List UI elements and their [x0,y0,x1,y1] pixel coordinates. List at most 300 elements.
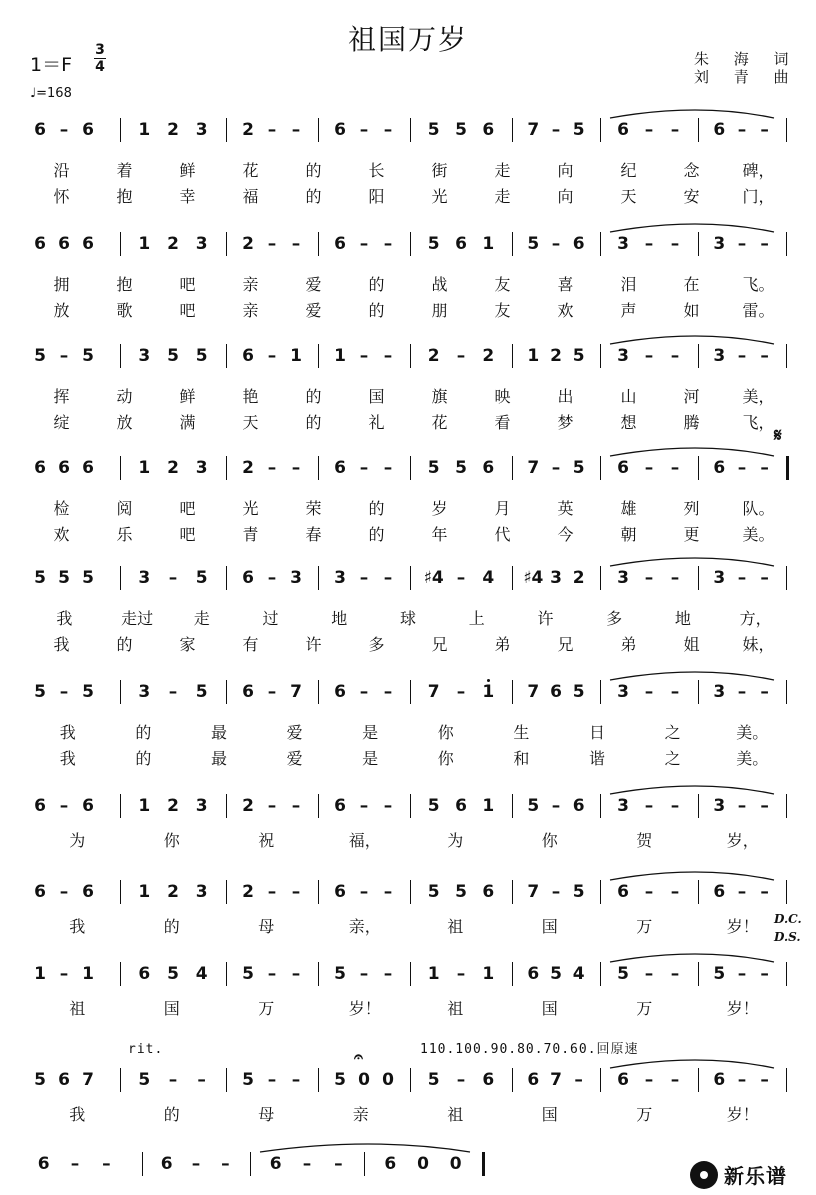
barline [410,232,411,256]
note: 6 [37,1154,50,1174]
lyric-word: 拥 [53,275,70,294]
note: 3 [617,346,629,366]
note: 3 [195,458,208,478]
note: – [737,964,747,984]
lyric-word: 放 [53,301,70,320]
barline [250,1152,251,1176]
lyric-word: 你 [437,723,454,742]
lyric-word: 爱 [305,301,322,320]
lyric-word: 的 [163,1105,180,1124]
lyric-word: 美。 [736,749,769,768]
lyric-word: 贺 [636,831,653,850]
note: 5 [427,1070,440,1090]
lyric-word: 岁！ [348,999,381,1018]
note: 1 [34,964,46,984]
lyric-word: 满 [179,413,196,432]
lyric-word: 走 [494,187,511,206]
note: 3 [713,568,726,588]
lyric-word: 之 [664,723,681,742]
note: – [291,882,301,902]
barline [120,880,121,904]
lyric-word: 地 [674,609,691,628]
note: 3 [195,796,208,816]
note: – [760,1070,769,1090]
lyric-word: 的 [305,387,322,406]
lyric-word: 母 [258,917,275,936]
slur [610,954,774,962]
slur [610,786,774,794]
tempo-change-marking: 110.100.90.80.70.60.回原速 [420,1042,639,1057]
lyric-word: 出 [557,387,574,406]
note: – [644,964,654,984]
note: – [574,1070,583,1090]
lyric-word: 地 [331,609,348,628]
lyric-word: 你 [163,831,180,850]
note: 7 [82,1070,94,1090]
lyric-word: 的 [368,499,385,518]
note: 5 [34,1070,46,1090]
note: – [291,458,301,478]
lyric-word: 你 [437,749,454,768]
note: 6 [572,796,585,816]
slur [610,558,774,566]
barline [120,962,121,986]
note: 5 [195,682,208,702]
lyric-word: 亲 [242,275,259,294]
barline [318,566,319,590]
note: 6 [384,1154,397,1174]
lyric-word: 日 [588,723,605,742]
note: 6 [334,882,346,902]
lyric-word: 门， [742,187,775,206]
lyric-word: 绽 [53,413,70,432]
lyric-word: 岁， [726,831,759,850]
barline [410,456,411,480]
note: – [456,346,466,366]
dc-marking: D.C. [774,912,802,926]
lyric-word: 乐 [116,525,133,544]
note: – [168,1070,178,1090]
lyric-word: 腾 [683,413,700,432]
lyric-word: 的 [135,749,152,768]
site-logo [690,1160,787,1189]
barline [786,680,787,704]
lyric-word: 青 [242,525,259,544]
note: – [670,234,680,254]
note: 1 [482,964,495,984]
note: 3 [713,796,726,816]
lyric-word: 姐 [683,635,700,654]
note: 6 [617,882,629,902]
note: 5 [82,568,94,588]
lyric-word: 国 [541,999,558,1018]
lyric-word: 朋 [431,301,448,320]
barline [120,794,121,818]
barline [600,456,601,480]
barline [318,118,319,142]
slur [610,1060,774,1068]
barline [410,344,411,368]
lyric-word: 光 [431,187,448,206]
note: 1 [82,964,94,984]
barline [786,794,787,818]
note: 2 [167,882,179,902]
lyric-word: 春 [305,525,322,544]
note: 1 [138,120,151,140]
ds-marking: D.S. [774,930,801,944]
lyric-word: 之 [664,749,681,768]
note: – [359,568,369,588]
note: – [59,882,69,902]
composer-credit: 刘 青 曲 [694,68,799,86]
barline [226,344,227,368]
note: – [267,1070,277,1090]
barline [318,1068,319,1092]
lyric-word: 抱 [116,275,133,294]
lyric-word: 我 [59,749,76,768]
note: – [737,234,747,254]
note: 6 [713,882,726,902]
lyric-word: 月 [494,499,511,518]
lyric-word: 艳 [242,387,259,406]
note: – [737,882,747,902]
barline [698,344,699,368]
note: 1 [138,458,151,478]
note: – [267,120,277,140]
lyric-word: 歌 [116,301,133,320]
lyric-word: 的 [305,187,322,206]
note: 4 [482,568,495,588]
note: – [267,346,277,366]
note: 3 [617,796,629,816]
lyric-word: 吧 [179,525,196,544]
note: 6 [527,1070,540,1090]
note: – [760,234,769,254]
note: 7 [527,682,540,702]
note: – [359,796,369,816]
note: – [383,682,393,702]
note: 6 [34,796,46,816]
note: – [359,234,369,254]
lyric-word: 最 [210,723,227,742]
lyric-word: 吧 [179,499,196,518]
note: 6 [34,458,46,478]
note: 5 [138,1070,151,1090]
lyric-word: 万 [258,999,275,1018]
time-signature-top: 3 [95,42,105,58]
note: – [551,796,561,816]
barline [120,566,121,590]
note: 6 [82,120,94,140]
note: – [267,682,277,702]
note: 6 [82,458,94,478]
note: 5 [550,964,562,984]
lyric-word: 兄 [557,635,574,654]
note: – [760,458,769,478]
note: 5 [427,120,440,140]
lyric-word: 沿 [53,161,70,180]
barline [600,1068,601,1092]
note: – [644,234,654,254]
note: 2 [167,234,179,254]
lyric-word: 阅 [116,499,133,518]
note: – [383,882,393,902]
note: 5 [617,964,629,984]
lyric-word: 祖 [447,999,464,1018]
note: – [644,346,654,366]
lyric-word: 礼 [368,413,385,432]
barline [786,880,787,904]
lyric-word: 碑， [742,161,775,180]
barline [226,118,227,142]
barline [512,456,513,480]
note: 3 [617,682,629,702]
lyric-word: 声 [620,301,637,320]
fermata-sign: 𝄐 [354,1047,363,1066]
note: – [383,346,393,366]
barline [600,344,601,368]
note: – [644,796,654,816]
note: – [644,568,654,588]
note: 0 [449,1154,462,1174]
note: 5 [427,458,440,478]
note: 1 [138,882,151,902]
lyric-word: 弟 [620,635,637,654]
lyric-word: 上 [468,609,485,628]
lyric-word: 光 [242,499,259,518]
note: – [359,964,369,984]
segno-sign: 𝄋 [774,425,782,446]
barline [786,456,789,480]
lyric-word: 花 [431,413,448,432]
note: – [334,1154,343,1174]
barline [226,794,227,818]
rit-marking: rit. [128,1042,164,1057]
note: 3 [713,682,726,702]
note: 3 [138,682,151,702]
note: 3 [334,568,346,588]
lyric-word: 家 [179,635,196,654]
lyric-word: 英 [557,499,574,518]
note: 5 [572,682,585,702]
note: – [59,346,69,366]
note: 6 [160,1154,173,1174]
note: – [291,234,301,254]
note: – [737,1070,747,1090]
lyric-word: 我 [56,609,73,628]
note: – [760,682,769,702]
note: 6 [713,1070,726,1090]
barline [318,680,319,704]
note: 3 [550,568,562,588]
note: 6 [713,120,726,140]
lyric-word: 阳 [368,187,385,206]
note: 5 [572,458,585,478]
note: – [737,682,747,702]
note: – [267,796,277,816]
note: 2 [572,568,585,588]
note: 1 [427,964,440,984]
lyric-word: 国 [541,917,558,936]
lyric-word: 花 [242,161,259,180]
note: – [551,458,561,478]
lyric-word: 是 [362,723,379,742]
note: – [291,120,301,140]
note: 5 [34,346,46,366]
note: 6 [242,568,254,588]
note: – [359,346,369,366]
lyric-word: 看 [494,413,511,432]
lyric-word: 你 [541,831,558,850]
lyric-word: 岁！ [726,999,759,1018]
note: – [267,964,277,984]
barline [410,680,411,704]
lyric-word: 国 [368,387,385,406]
note: – [644,682,654,702]
barline [600,118,601,142]
lyric-word: 吧 [179,275,196,294]
lyric-word: 是 [362,749,379,768]
note: – [359,458,369,478]
barline [120,232,121,256]
barline [512,118,513,142]
note: – [267,882,277,902]
note: 6 [242,682,254,702]
note: – [551,234,561,254]
note: 6 [138,964,151,984]
note: 5 [58,568,70,588]
note: – [59,120,69,140]
barline [698,962,699,986]
lyric-word: 谐 [588,749,605,768]
barline [318,880,319,904]
note: 6 [334,234,346,254]
lyric-word: 亲 [242,301,259,320]
barline [600,880,601,904]
barline [226,680,227,704]
lyric-word: 动 [116,387,133,406]
note: 5 [713,964,726,984]
note: 3 [195,120,208,140]
note: – [737,120,747,140]
note: – [168,682,178,702]
note: 3 [138,346,151,366]
barline [318,232,319,256]
lyric-word: 福， [348,831,381,850]
note: – [644,882,654,902]
lyric-word: 球 [399,609,416,628]
lyric-word: 向 [557,161,574,180]
lyric-word: 放 [116,413,133,432]
lyric-word: 纪 [620,161,637,180]
lyric-word: 为 [69,831,86,850]
lyric-word: 怀 [53,187,70,206]
logo-text: 新乐谱 [724,1164,787,1188]
note: 6 [455,796,467,816]
barline [120,344,121,368]
lyric-word: 荣 [305,499,322,518]
lyric-word: 和 [513,749,530,768]
lyric-word: 如 [683,301,700,320]
note: – [737,796,747,816]
lyric-word: 的 [305,161,322,180]
lyric-word: 代 [494,525,511,544]
barline [600,794,601,818]
slur [610,224,774,232]
note: – [760,964,769,984]
barline [698,1068,699,1092]
barline [318,962,319,986]
barline [512,566,513,590]
barline [120,118,121,142]
lyric-word: 抱 [116,187,133,206]
note: 3 [195,234,208,254]
lyric-word: 友 [494,301,511,320]
barline [410,118,411,142]
lyric-word: 美。 [736,723,769,742]
lyric-word: 的 [116,635,133,654]
note: – [737,458,747,478]
lyric-word: 爱 [286,749,303,768]
note: 6 [34,882,46,902]
note: – [760,120,769,140]
lyric-word: 安 [683,187,700,206]
note: – [760,796,769,816]
note: 4 [572,964,585,984]
lyric-word: 向 [557,187,574,206]
barline [698,880,699,904]
barline [600,232,601,256]
lyric-word: 有 [242,635,259,654]
note: 0 [358,1070,370,1090]
note: 5 [334,964,346,984]
note: – [302,1154,312,1174]
lyric-word: 鲜 [179,161,196,180]
note: 5 [195,568,208,588]
lyric-word: 在 [683,275,700,294]
barline [226,962,227,986]
note: 1 [138,234,151,254]
barline [318,456,319,480]
lyric-word: 岁 [431,499,448,518]
note: 5 [455,120,467,140]
lyric-word: 雷。 [742,301,775,320]
barline [364,1152,365,1176]
barline [512,880,513,904]
barline [120,1068,121,1092]
barline [786,962,787,986]
tempo-marking: ♩=168 [30,86,72,101]
barline [512,680,513,704]
lyric-word: 年 [431,525,448,544]
note: – [456,568,466,588]
note: 6 [527,964,540,984]
barline [410,566,411,590]
lyric-word: 祖 [447,917,464,936]
note: – [267,458,277,478]
note: 5 [427,882,440,902]
note: 5 [527,796,540,816]
note: 3 [617,234,629,254]
lyric-word: 岁！ [726,1105,759,1124]
lyric-word: 母 [258,1105,275,1124]
lyric-word: 弟 [494,635,511,654]
note: 3 [290,568,302,588]
note: 6 [713,458,726,478]
lyric-word: 走 [193,609,210,628]
note: – [359,120,369,140]
lyric-word: 检 [53,499,70,518]
